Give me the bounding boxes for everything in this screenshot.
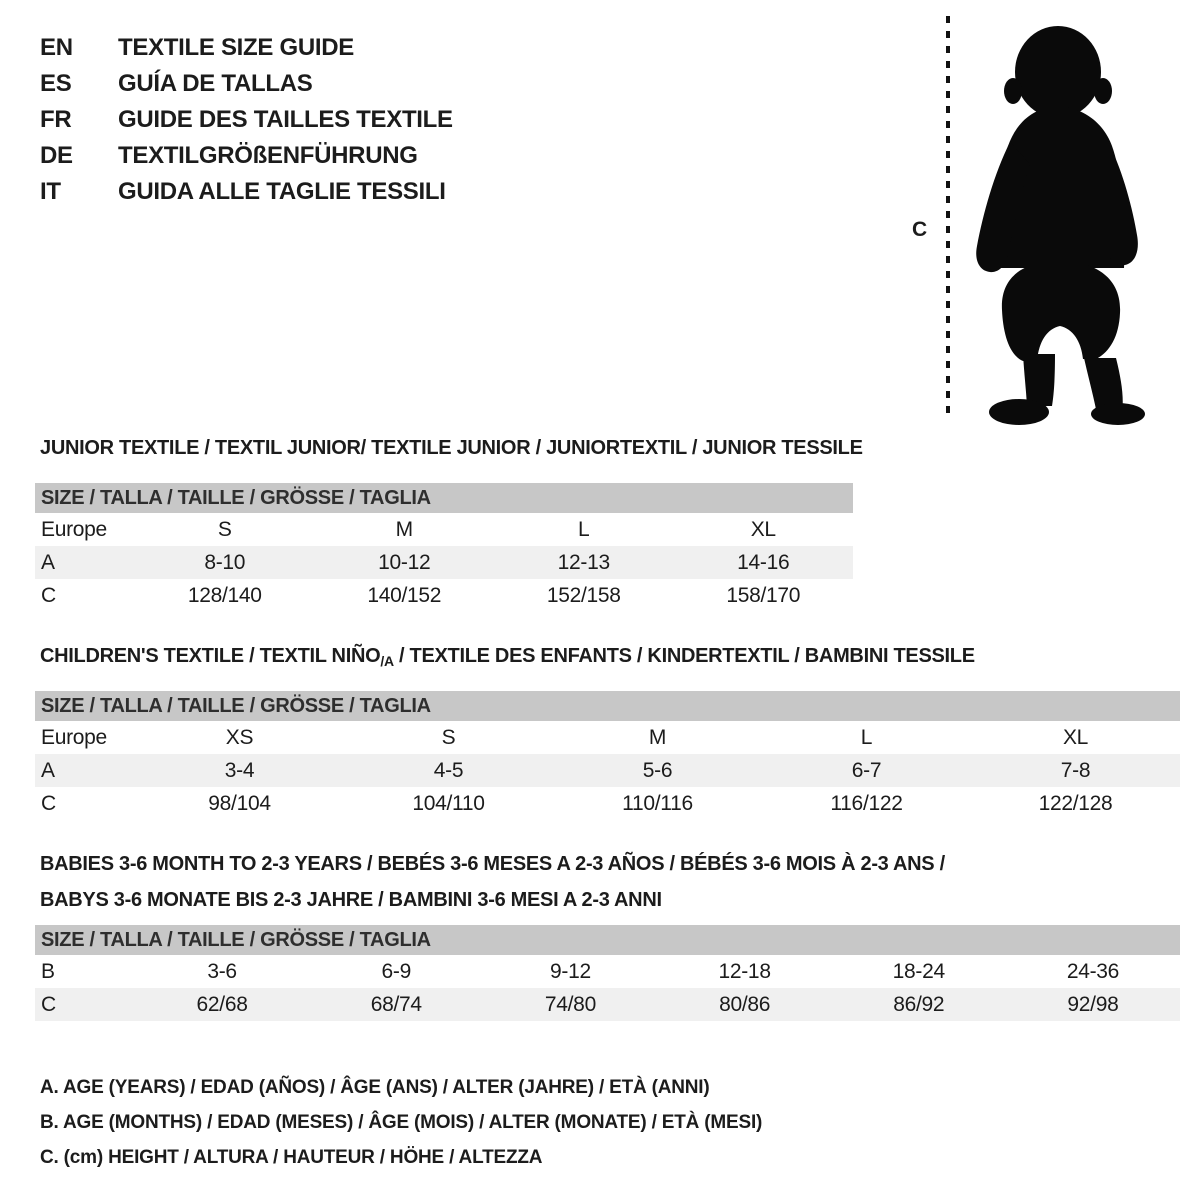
children-size-l: L (860, 726, 873, 749)
junior-region-label: Europe (41, 518, 107, 541)
lang-code-it: IT (40, 178, 61, 205)
babies-height-value: 80/86 (719, 993, 771, 1016)
language-header (40, 30, 453, 210)
junior-size-xl: XL (750, 518, 776, 541)
legend-line-c: C. (cm) HEIGHT / ALTURA / HAUTEUR / HÖHE / ALTEZZA (40, 1147, 543, 1168)
lang-title-it: GUIDA ALLE TAGLIE TESSILI (118, 178, 446, 205)
lang-row-it (40, 174, 453, 210)
legend-line-b: B. AGE (MONTHS) / EDAD (MESES) / ÂGE (MOIS) / ALTER (MONATE) / ETÀ (MESI) (40, 1112, 763, 1133)
children-height-value: 98/104 (208, 792, 271, 815)
children-age-row-label: A (41, 759, 55, 782)
junior-age-value: 14-16 (737, 551, 790, 574)
children-size-table (35, 691, 1180, 820)
babies-months-value: 18-24 (892, 960, 945, 983)
babies-months-row (35, 955, 1180, 988)
lang-row-fr (40, 102, 453, 138)
children-height-value: 110/116 (622, 792, 693, 815)
junior-size-s: S (217, 518, 232, 541)
children-title-sub: /A (380, 653, 394, 669)
babies-height-row (35, 988, 1180, 1021)
junior-size-m: M (395, 518, 413, 541)
junior-height-value: 140/152 (367, 584, 442, 607)
legend-line-a: A. AGE (YEARS) / EDAD (AÑOS) / ÂGE (ANS) / ALTER (JAHRE) / ETÀ (ANNI) (40, 1077, 710, 1098)
children-size-xs: XS (225, 726, 254, 749)
babies-height-value: 68/74 (370, 993, 422, 1016)
babies-height-row-label: C (41, 993, 56, 1016)
lang-title-en: TEXTILE SIZE GUIDE (118, 34, 354, 61)
children-size-header: SIZE / TALLA / TAILLE / GRÖSSE / TAGLIA (35, 691, 1180, 721)
lang-title-fr: GUIDE DES TAILLES TEXTILE (118, 106, 453, 133)
lang-code-fr: FR (40, 106, 72, 133)
baby-silhouette-icon (963, 14, 1161, 426)
babies-height-value: 62/68 (196, 993, 248, 1016)
lang-code-es: ES (40, 70, 72, 97)
babies-months-value: 3-6 (207, 960, 237, 983)
children-age-value: 5-6 (642, 759, 673, 782)
lang-code-de: DE (40, 142, 73, 169)
height-dashed-line (944, 14, 952, 422)
junior-size-header: SIZE / TALLA / TAILLE / GRÖSSE / TAGLIA (35, 483, 853, 513)
children-size-s: S (441, 726, 456, 749)
babies-months-value: 6-9 (381, 960, 411, 983)
babies-size-table (35, 925, 1180, 1021)
babies-height-value: 92/98 (1067, 993, 1119, 1016)
babies-height-value: 86/92 (893, 993, 945, 1016)
lang-row-en (40, 30, 453, 66)
babies-months-value: 12-18 (718, 960, 771, 983)
lang-row-de (40, 138, 453, 174)
babies-title-line1: BABIES 3-6 MONTH TO 2-3 YEARS / BEBÉS 3-6 MESES A 2-3 AÑOS / BÉBÉS 3-6 MOIS À 2-3 ANS / (40, 853, 945, 875)
children-age-value: 4-5 (433, 759, 464, 782)
children-age-value: 3-4 (224, 759, 255, 782)
babies-height-value: 74/80 (544, 993, 596, 1016)
junior-age-value: 12-13 (557, 551, 610, 574)
children-size-m: M (648, 726, 667, 749)
legend (40, 1070, 762, 1175)
junior-height-value: 152/158 (546, 584, 621, 607)
junior-age-row-label: A (41, 551, 55, 574)
children-height-row (35, 787, 1180, 820)
lang-code-en: EN (40, 34, 73, 61)
junior-height-value: 128/140 (187, 584, 262, 607)
children-height-value: 116/122 (830, 792, 903, 815)
junior-europe-row (35, 513, 853, 546)
lang-title-de: TEXTILGRÖßENFÜHRUNG (118, 142, 418, 169)
babies-section-title (40, 846, 945, 918)
lang-title-es: GUÍA DE TALLAS (118, 70, 313, 97)
children-title-part2: / TEXTILE DES ENFANTS / KINDERTEXTIL / BAMBINI TESSILE (393, 645, 975, 667)
children-title-part1: CHILDREN'S TEXTILE / TEXTIL NIÑO (40, 645, 381, 667)
junior-size-table (35, 483, 853, 612)
height-measure-label: C (912, 218, 928, 241)
lang-row-es (40, 66, 453, 102)
junior-size-l: L (578, 518, 590, 541)
children-europe-row (35, 721, 1180, 754)
children-age-value: 7-8 (1060, 759, 1091, 782)
junior-height-value: 158/170 (726, 584, 801, 607)
junior-age-value: 10-12 (378, 551, 431, 574)
babies-months-value: 24-36 (1066, 960, 1120, 983)
children-height-value: 122/128 (1038, 792, 1113, 815)
babies-months-row-label: B (41, 960, 55, 983)
children-region-label: Europe (41, 726, 107, 749)
junior-height-row (35, 579, 853, 612)
children-height-row-label: C (41, 792, 56, 815)
junior-age-row (35, 546, 853, 579)
children-age-value: 6-7 (851, 759, 882, 782)
babies-months-value: 9-12 (550, 960, 591, 983)
children-height-value: 104/110 (412, 792, 485, 815)
junior-height-row-label: C (41, 584, 56, 607)
children-size-xl: XL (1062, 726, 1089, 749)
babies-size-header: SIZE / TALLA / TAILLE / GRÖSSE / TAGLIA (35, 925, 1180, 955)
children-section-title (40, 644, 975, 673)
junior-section-title: JUNIOR TEXTILE / TEXTIL JUNIOR/ TEXTILE JUNIOR / JUNIORTEXTIL / JUNIOR TESSILE (40, 437, 863, 459)
children-age-row (35, 754, 1180, 787)
babies-title-line2: BABYS 3-6 MONATE BIS 2-3 JAHRE / BAMBINI 3-6 MESI A 2-3 ANNI (40, 889, 662, 911)
junior-age-value: 8-10 (204, 551, 246, 574)
